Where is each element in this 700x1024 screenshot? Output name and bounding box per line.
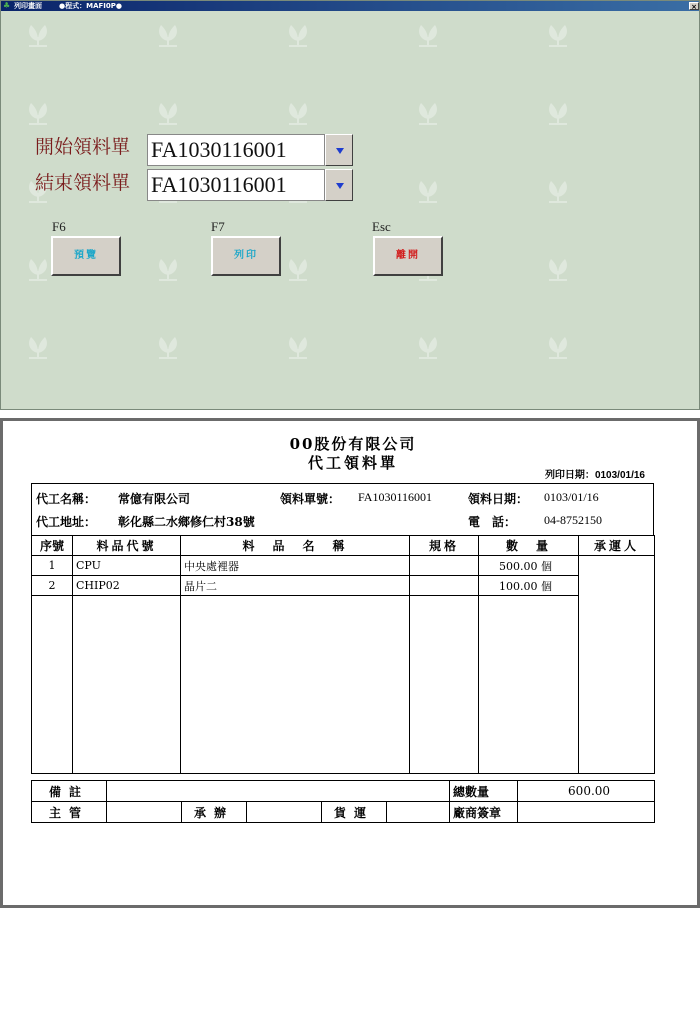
end-dropdown-button[interactable] <box>325 169 353 201</box>
shipping-label: 貨運 <box>322 802 387 823</box>
phone-label: 電 話： <box>468 515 517 529</box>
manager-sign <box>107 802 182 823</box>
row-qty <box>479 576 579 596</box>
end-doc-input[interactable]: FA1030116001 <box>147 169 325 201</box>
total-label: 總數量 <box>450 781 518 802</box>
print-date <box>545 466 645 481</box>
remark-label: 備註 <box>32 781 107 802</box>
vendor-sign <box>518 802 655 823</box>
col-header-code: 料品代號 <box>73 536 181 556</box>
print-button[interactable] <box>211 236 281 276</box>
preview-button[interactable] <box>51 236 121 276</box>
watermark-logo-icon <box>411 19 445 49</box>
wallpaper <box>1 11 700 410</box>
date-value: 0103/01/16 <box>544 490 599 504</box>
esc-key-label: Esc <box>372 219 391 234</box>
report-header <box>31 483 654 535</box>
print-window <box>0 0 700 410</box>
items-table <box>31 535 655 774</box>
date-label: 領料日期： <box>468 492 529 506</box>
row-spec <box>410 556 479 576</box>
watermark-logo-icon <box>281 97 315 127</box>
f6-key-label: F6 <box>52 219 66 234</box>
handler-label: 承辦 <box>182 802 247 823</box>
vendor-name: 常億有限公司 <box>118 492 191 506</box>
total-value: 600.00 <box>518 781 655 802</box>
title-bar <box>1 1 700 11</box>
remark-row <box>32 781 655 802</box>
watermark-logo-icon <box>281 253 315 283</box>
vendor-sign-label: 廠商簽章 <box>450 802 518 823</box>
address-value: 彰化縣二水鄉修仁村38號 <box>118 515 255 529</box>
app-icon: ♣ <box>3 1 11 10</box>
report-title: 代工領料單 <box>307 454 398 472</box>
row-spec <box>410 576 479 596</box>
doc-no-label: 領料單號： <box>280 492 341 506</box>
company-name: 00股份有限公司 <box>289 435 417 453</box>
col-header-name: 料 品 名 稱 <box>181 536 410 556</box>
window-title: 列印畫面 <box>14 2 42 10</box>
row-qty-value: 500.00 <box>499 559 538 573</box>
watermark-logo-icon <box>541 19 575 49</box>
watermark-logo-icon <box>541 175 575 205</box>
row-code: CHIP02 <box>73 576 181 596</box>
f7-key-label: F7 <box>211 219 225 234</box>
table-header-row <box>32 536 655 556</box>
table-empty-area <box>32 596 655 774</box>
program-name: ●程式：MAFI0P● <box>59 2 122 10</box>
close-button[interactable]: × <box>689 2 699 10</box>
manager-label: 主管 <box>32 802 107 823</box>
row-qty <box>479 556 579 576</box>
watermark-logo-icon <box>541 331 575 361</box>
exit-button-label: 離開 <box>396 250 420 261</box>
handler-sign <box>247 802 322 823</box>
address-label: 代工地址： <box>36 515 97 529</box>
col-header-spec: 規格 <box>410 536 479 556</box>
remark-value <box>107 781 450 802</box>
exit-button[interactable] <box>373 236 443 276</box>
row-no: 1 <box>32 556 73 576</box>
watermark-logo-icon <box>411 97 445 127</box>
watermark-logo-icon <box>281 19 315 49</box>
watermark-logo-icon <box>541 97 575 127</box>
end-label: 結束領料單 <box>35 172 131 194</box>
start-doc-input[interactable]: FA1030116001 <box>147 134 325 166</box>
row-unit: 個 <box>541 559 552 573</box>
row-no: 2 <box>32 576 73 596</box>
watermark-logo-icon <box>411 175 445 205</box>
watermark-logo-icon <box>411 331 445 361</box>
watermark-logo-icon <box>21 253 55 283</box>
print-date-value: 0103/01/16 <box>594 470 645 481</box>
preview-button-label: 預覽 <box>74 250 98 261</box>
watermark-logo-icon <box>21 331 55 361</box>
row-unit: 個 <box>541 579 552 593</box>
start-dropdown-button[interactable] <box>325 134 353 166</box>
watermark-logo-icon <box>151 97 185 127</box>
col-header-carrier: 承運人 <box>579 536 655 556</box>
row-carrier <box>579 556 655 774</box>
signature-row <box>32 802 655 823</box>
table-row <box>32 556 655 576</box>
report-footer <box>31 780 655 823</box>
watermark-logo-icon <box>21 97 55 127</box>
print-date-label: 列印日期： <box>544 470 595 481</box>
col-header-qty: 數 量 <box>479 536 579 556</box>
print-button-label: 列印 <box>234 250 258 261</box>
phone-value: 04-8752150 <box>544 513 602 527</box>
table-row <box>32 576 655 596</box>
shipping-sign <box>387 802 450 823</box>
watermark-logo-icon <box>541 253 575 283</box>
watermark-logo-icon <box>151 253 185 283</box>
watermark-logo-icon <box>151 331 185 361</box>
vendor-label: 代工名稱： <box>36 492 97 506</box>
start-label: 開始領料單 <box>35 136 131 158</box>
col-header-no: 序號 <box>32 536 73 556</box>
row-name: 中央處裡器 <box>181 556 410 576</box>
watermark-logo-icon <box>21 19 55 49</box>
watermark-logo-icon <box>151 19 185 49</box>
row-qty-value: 100.00 <box>499 579 538 593</box>
row-code: CPU <box>73 556 181 576</box>
watermark-logo-icon <box>281 331 315 361</box>
print-preview <box>0 418 700 908</box>
doc-no-value: FA1030116001 <box>358 490 433 504</box>
row-name: 晶片二 <box>181 576 410 596</box>
